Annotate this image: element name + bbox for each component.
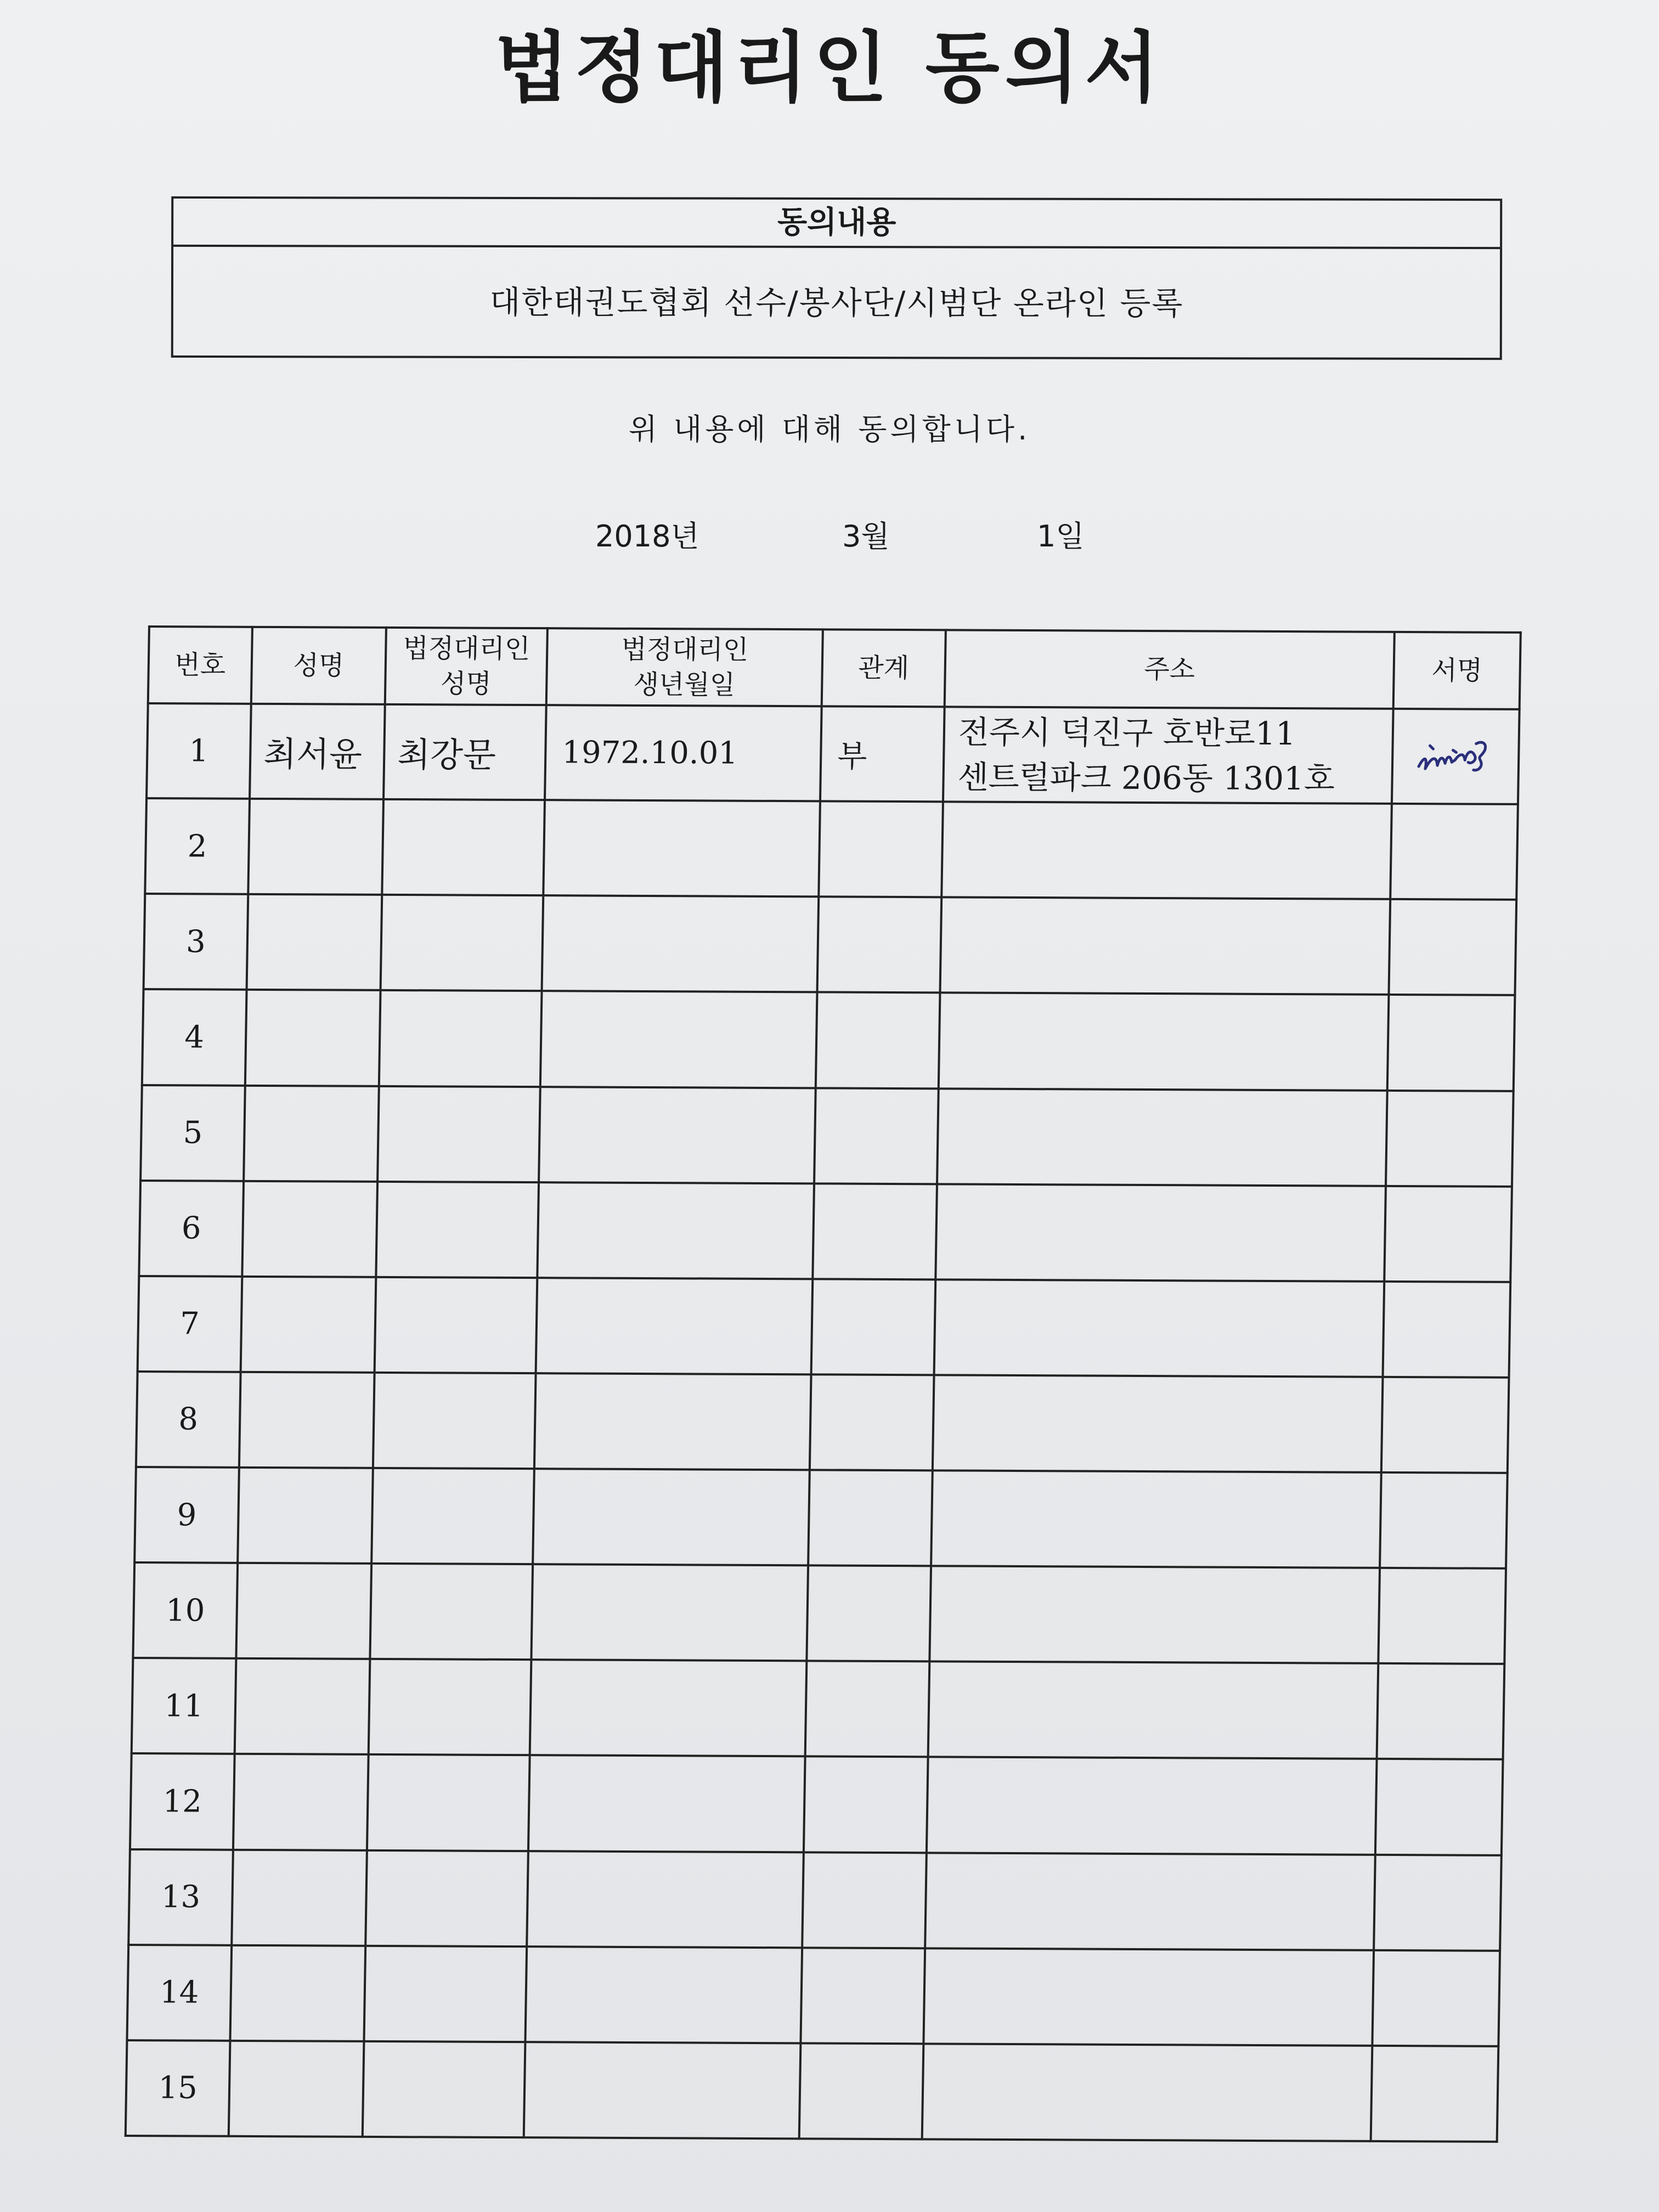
header-guardian-birth-line2: 생년월일 — [633, 669, 736, 701]
table-row — [128, 1849, 1502, 1950]
consent-body: 대한태권도협회 선수/봉사단/시범단 온라인 등록 — [489, 283, 1184, 323]
cell-address — [929, 1566, 1380, 1663]
cell-signature — [1378, 1568, 1506, 1664]
cell-guardian-birth — [536, 1278, 813, 1374]
cell-relation — [814, 1088, 939, 1184]
date-month: 3월 — [842, 519, 890, 554]
table-row — [139, 1181, 1512, 1282]
row-number: 13 — [128, 1849, 233, 1945]
cell-signature — [1390, 804, 1518, 900]
table-row — [126, 2040, 1499, 2142]
row-number: 5 — [140, 1085, 245, 1181]
table-row — [136, 1372, 1509, 1473]
cell-signature — [1387, 995, 1515, 1091]
header-address: 주소 — [945, 630, 1395, 709]
consent-box — [171, 196, 1503, 360]
cell-guardian-name — [363, 2041, 526, 2138]
cell-name — [239, 1372, 375, 1468]
cell-relation — [804, 1757, 928, 1853]
cell-guardian-name — [365, 1850, 528, 1946]
cell-guardian-name: 최강문 — [383, 704, 546, 800]
cell-guardian-birth — [524, 2042, 801, 2138]
table-row — [134, 1467, 1508, 1568]
cell-name — [247, 894, 382, 990]
cell-guardian-name — [382, 799, 545, 895]
document-title: 법정대리인 동의서 — [494, 24, 1165, 113]
cell-guardian-birth — [534, 1373, 811, 1470]
cell-address — [933, 1375, 1383, 1472]
cell-signature — [1384, 1186, 1512, 1282]
row-number: 4 — [142, 989, 247, 1085]
row-number: 7 — [138, 1276, 242, 1372]
cell-guardian-birth — [537, 1182, 814, 1279]
row-number: 1 — [146, 703, 251, 799]
cell-address — [925, 1853, 1375, 1950]
cell-signature — [1392, 709, 1520, 804]
row-number: 15 — [126, 2040, 230, 2136]
agree-statement: 위 내용에 대해 동의합니다. — [628, 412, 1031, 447]
cell-name — [235, 1658, 370, 1754]
cell-name — [245, 990, 381, 1086]
cell-address — [937, 1088, 1387, 1186]
cell-address — [923, 1948, 1374, 2046]
cell-signature — [1377, 1663, 1505, 1759]
table-row — [140, 1085, 1514, 1187]
cell-address — [922, 2044, 1373, 2141]
cell-name — [238, 1468, 373, 1564]
cell-address — [939, 993, 1389, 1091]
cell-signature — [1381, 1377, 1509, 1473]
cell-signature — [1380, 1472, 1508, 1568]
header-guardian-name-line1: 법정대리인 — [402, 633, 531, 665]
cell-guardian-birth — [525, 1946, 802, 2043]
cell-guardian-name — [377, 1086, 540, 1182]
header-name: 성명 — [251, 627, 386, 704]
row-number: 8 — [136, 1372, 241, 1468]
cell-relation — [811, 1279, 936, 1375]
address-line-1: 전주시 덕진구 호반로11 — [958, 713, 1296, 752]
row-number: 12 — [130, 1753, 235, 1849]
consent-table-wrapper — [125, 625, 1520, 2143]
cell-relation: 부 — [820, 706, 945, 802]
cell-relation — [802, 1852, 927, 1948]
cell-address — [943, 707, 1393, 804]
cell-address — [935, 1184, 1386, 1282]
cell-signature — [1383, 1282, 1511, 1378]
cell-guardian-name — [379, 990, 542, 1086]
cell-name — [233, 1754, 369, 1850]
cell-guardian-name — [373, 1373, 536, 1469]
cell-name — [242, 1181, 377, 1277]
cell-guardian-name — [381, 895, 544, 991]
cell-signature — [1372, 1950, 1500, 2046]
cell-guardian-birth — [528, 1756, 805, 1852]
table-row — [144, 894, 1517, 995]
cell-guardian-name — [370, 1564, 533, 1660]
table-row — [145, 798, 1518, 900]
cell-address — [941, 802, 1392, 899]
address-line-2: 센트럴파크 206동 1301호 — [957, 758, 1335, 798]
cell-guardian-birth — [540, 991, 817, 1088]
cell-guardian-name — [367, 1754, 530, 1850]
header-no: 번호 — [148, 627, 252, 704]
cell-guardian-birth — [531, 1564, 808, 1661]
header-guardian-name — [385, 628, 548, 705]
cell-address — [931, 1470, 1381, 1568]
cell-guardian-birth — [543, 800, 820, 896]
row-number: 2 — [145, 798, 250, 894]
header-guardian-birth-line1: 법정대리인 — [620, 634, 749, 665]
cell-signature — [1389, 899, 1516, 995]
cell-guardian-name — [364, 1945, 527, 2041]
cell-name: 최서윤 — [250, 704, 385, 799]
row-number: 10 — [133, 1562, 238, 1658]
cell-relation — [805, 1661, 930, 1757]
cell-guardian-birth — [530, 1660, 807, 1756]
table-row — [138, 1276, 1511, 1378]
row-number: 11 — [132, 1658, 236, 1754]
cell-guardian-birth — [527, 1851, 804, 1948]
cell-name — [244, 1085, 379, 1181]
cell-name — [241, 1277, 376, 1373]
row-number: 14 — [127, 1945, 232, 2041]
header-relation: 관계 — [822, 629, 946, 707]
cell-guardian-name — [375, 1277, 538, 1373]
cell-address — [927, 1757, 1377, 1855]
handwritten-signature-icon — [1414, 724, 1497, 790]
cell-address — [928, 1662, 1379, 1759]
cell-relation — [817, 897, 942, 993]
cell-relation — [806, 1565, 931, 1661]
cell-relation — [819, 801, 943, 897]
cell-relation — [800, 1948, 925, 2044]
cell-guardian-birth — [542, 895, 819, 992]
cell-signature — [1374, 1854, 1502, 1950]
cell-signature — [1375, 1759, 1503, 1855]
row-number: 3 — [144, 894, 249, 990]
cell-relation — [816, 992, 940, 1088]
cell-relation — [812, 1183, 937, 1279]
date-day: 1일 — [1037, 519, 1085, 554]
header-guardian-birth — [546, 628, 823, 706]
cell-signature — [1371, 2046, 1499, 2142]
header-signature: 서명 — [1393, 632, 1521, 709]
cell-address — [940, 898, 1390, 995]
cell-guardian-name — [376, 1182, 539, 1278]
table-row — [133, 1562, 1506, 1664]
row-number: 6 — [139, 1181, 244, 1277]
header-guardian-name-line2: 성명 — [440, 668, 492, 699]
consent-table — [125, 625, 1522, 2143]
table-row — [132, 1658, 1505, 1759]
cell-address — [934, 1279, 1385, 1377]
table-row — [130, 1753, 1503, 1855]
cell-signature — [1386, 1090, 1514, 1186]
table-row — [127, 1945, 1500, 2046]
cell-name — [236, 1563, 371, 1659]
cell-guardian-birth: 1972.10.01 — [545, 705, 822, 801]
row-number: 9 — [134, 1467, 239, 1563]
cell-guardian-name — [369, 1659, 532, 1755]
consent-header: 동의내용 — [173, 199, 1500, 249]
cell-name — [230, 1945, 365, 2041]
cell-relation — [808, 1470, 933, 1566]
cell-name — [248, 799, 383, 895]
cell-name — [232, 1849, 367, 1945]
cell-guardian-birth — [533, 1469, 810, 1565]
table-row — [146, 703, 1520, 804]
cell-name — [229, 2041, 364, 2137]
date-year: 2018년 — [595, 519, 699, 554]
table-header-row — [148, 627, 1521, 709]
cell-relation — [799, 2043, 924, 2139]
table-row — [142, 989, 1515, 1091]
cell-guardian-name — [371, 1468, 534, 1564]
cell-guardian-birth — [539, 1087, 816, 1183]
cell-relation — [810, 1374, 934, 1470]
